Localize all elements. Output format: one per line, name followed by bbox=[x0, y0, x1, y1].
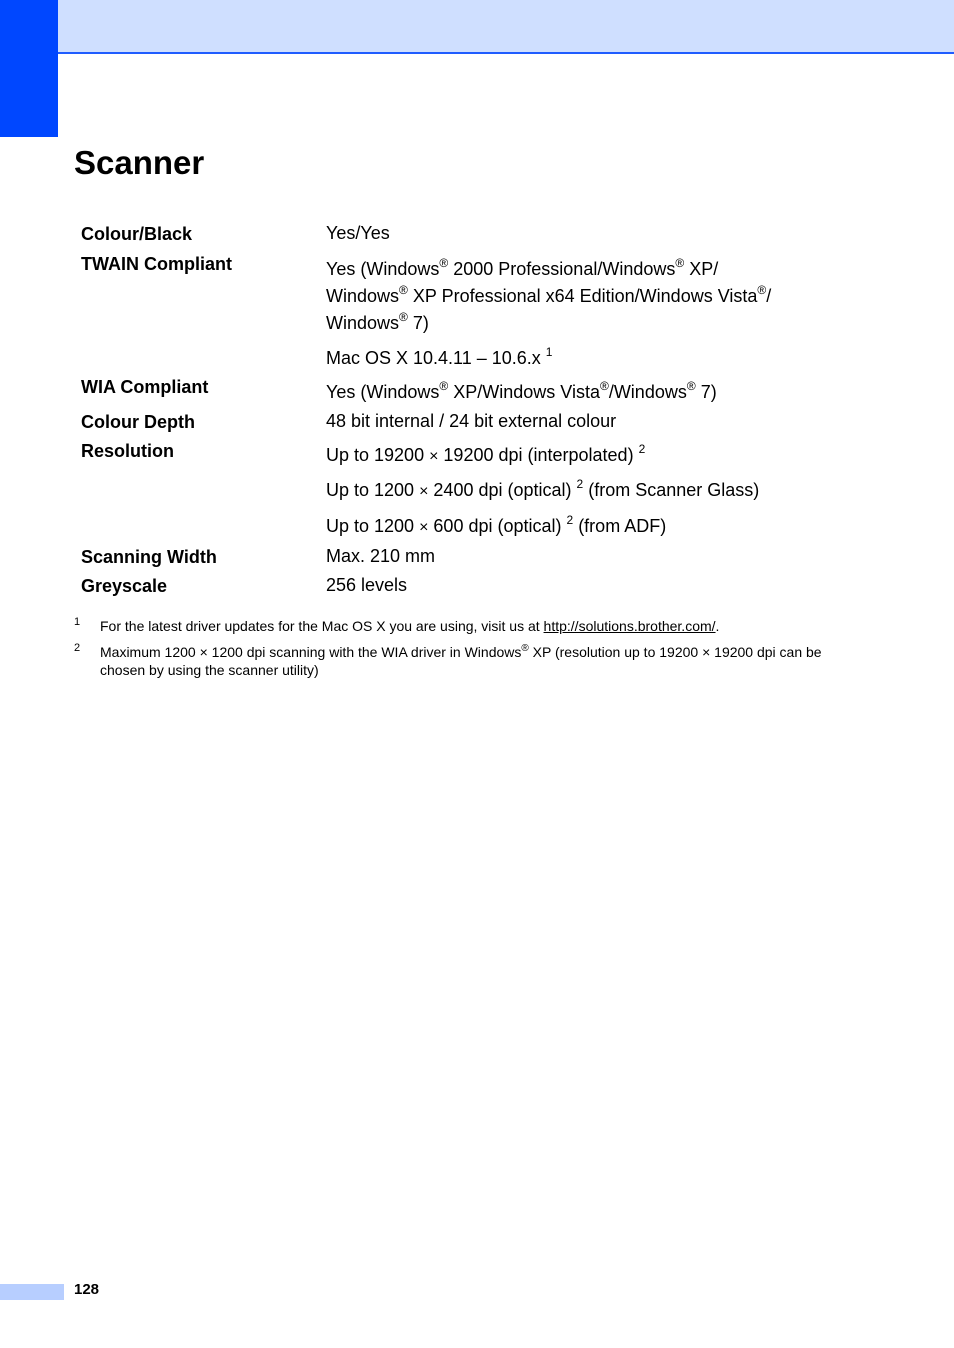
footnote-ref: 2 bbox=[638, 442, 646, 456]
spec-label: TWAIN Compliant bbox=[81, 254, 232, 274]
support-link[interactable]: http://solutions.brother.com/ bbox=[543, 618, 716, 634]
spec-label: Resolution bbox=[81, 441, 174, 461]
spec-value-line: Up to 1200 × 600 dpi (optical) $^2$ (from ADF) bbox=[326, 513, 667, 536]
spec-value: 48 bit internal / 24 bit external colour bbox=[326, 411, 617, 431]
spec-value-line: Windows® XP Professional x64 Edition/Windows Vista®/ bbox=[326, 283, 772, 306]
footnote-ref: 2 bbox=[566, 513, 574, 527]
page-title: Scanner bbox=[74, 144, 205, 181]
spec-value-line: Up to 19200 × 19200 dpi (interpolated) $^2$ bbox=[326, 442, 646, 465]
page-number: 128 bbox=[74, 1281, 100, 1298]
chapter-tab-block bbox=[0, 0, 58, 137]
spec-value: 256 levels bbox=[326, 575, 408, 595]
spec-value: Max. 210 mm bbox=[326, 546, 436, 566]
spec-label: Colour/Black bbox=[81, 224, 193, 244]
footnote-ref: 2 bbox=[576, 477, 584, 491]
spec-value: Yes/Yes bbox=[326, 223, 390, 243]
footnote-number: 1 bbox=[74, 616, 81, 628]
spec-label: WIA Compliant bbox=[81, 377, 209, 397]
header-band bbox=[58, 0, 954, 54]
spec-label: Greyscale bbox=[81, 576, 168, 596]
spec-value-line: Yes (Windows® 2000 Professional/Windows® XP/ bbox=[326, 256, 719, 279]
footnote-ref: 1 bbox=[545, 345, 553, 359]
footnote-number: 2 bbox=[74, 642, 81, 654]
spec-label: Colour Depth bbox=[81, 412, 195, 432]
spec-value-line: Yes (Windows® XP/Windows Vista®/Windows® 7) bbox=[326, 379, 717, 402]
spec-label: Scanning Width bbox=[81, 547, 217, 567]
spec-value-line: Up to 1200 × 2400 dpi (optical) $^2$ (from Scanner Glass) bbox=[326, 477, 760, 500]
spec-value-line: Windows® 7) bbox=[326, 310, 429, 333]
spec-value-line: Mac OS X 10.4.11 – 10.6.x $^1$ bbox=[326, 345, 553, 368]
footer-band bbox=[0, 1284, 64, 1300]
